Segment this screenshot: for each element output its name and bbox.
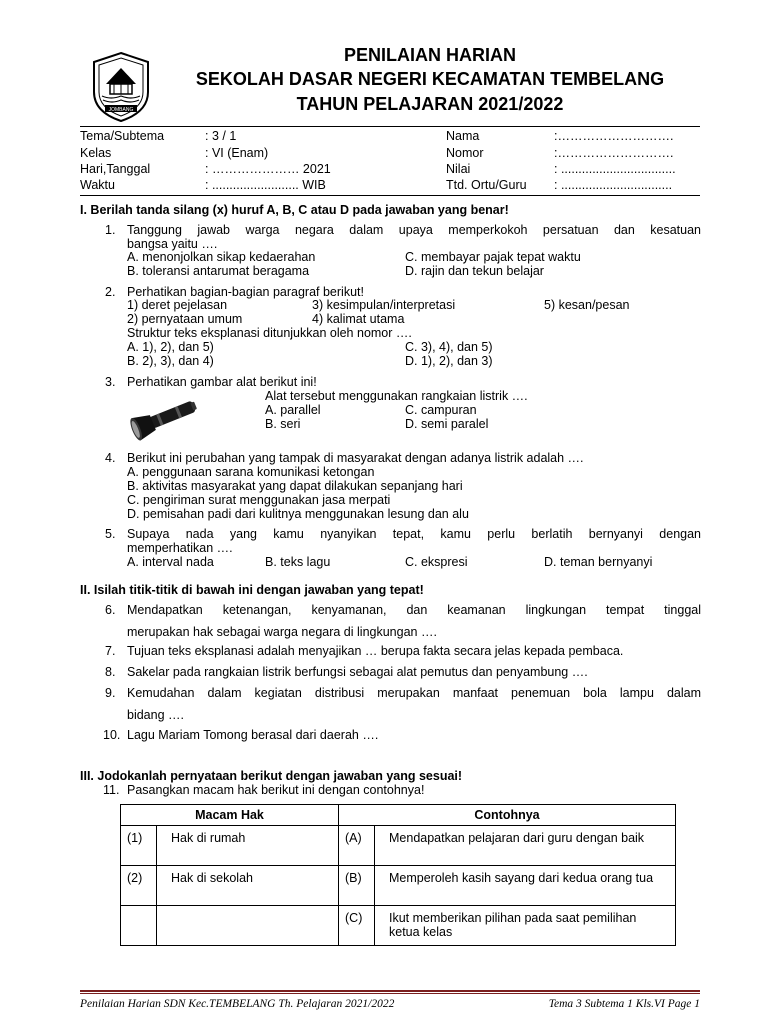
q2-number: 2.	[105, 285, 116, 299]
row-hak: Hak di sekolah	[157, 866, 339, 906]
q1-option-c: C. membayar pajak tepat waktu	[405, 250, 581, 264]
info-value-ttd: : ................................	[554, 178, 673, 192]
q5-text: Supaya nada yang kamu nyanyikan tepat, kamu perlu berlatih bernyanyi dengan	[127, 527, 701, 541]
row-hak: Hak di rumah	[157, 826, 339, 866]
q2-item-1: 1) deret pejelasan	[127, 298, 228, 312]
q7-text: Tujuan teks eksplanasi adalah menyajikan … berupa fakta secara jelas kepada pembaca.	[127, 644, 624, 658]
section2-heading: II. Isilah titik-titik di bawah ini dengan jawaban yang tepat!	[80, 583, 424, 597]
row-hak	[157, 906, 339, 946]
q2-option-a: A. 1), 2), dan 5)	[127, 340, 214, 354]
title-line3: TAHUN PELAJARAN 2021/2022	[296, 94, 564, 114]
info-label-nama: Nama	[446, 129, 480, 143]
footer-rule-thin	[80, 993, 700, 994]
info-label-nilai: Nilai	[446, 162, 471, 176]
footer-rule-thick	[80, 990, 700, 992]
q5-text-cont: memperhatikan ….	[127, 541, 233, 555]
table-row	[121, 906, 676, 946]
q2-option-c: C. 3), 4), dan 5)	[405, 340, 493, 354]
flashlight-image	[128, 392, 200, 444]
row-key: (C)	[339, 906, 375, 946]
q2-text: Perhatikan bagian-bagian paragraf berikut!	[127, 285, 364, 299]
q9-text: Kemudahan dalam kegiatan distribusi merupakan manfaat penemuan bola lampu dalam	[127, 686, 701, 700]
q3-option-a: A. parallel	[265, 403, 321, 417]
q6-text-cont: merupakan hak sebagai warga negara di lingkungan ….	[127, 625, 437, 639]
q1-text: Tanggung jawab warga negara dalam upaya memperkokoh persatuan dan kesatuan	[127, 223, 701, 237]
q2-option-b: B. 2), 3), dan 4)	[127, 354, 214, 368]
info-value-nilai: : .................................	[554, 162, 676, 176]
matching-table	[120, 804, 676, 946]
q9-text-cont: bidang ….	[127, 708, 184, 722]
school-logo	[86, 50, 156, 124]
info-label-ttd: Ttd. Ortu/Guru	[446, 178, 527, 192]
q2-option-d: D. 1), 2), dan 3)	[405, 354, 493, 368]
info-value-nama: :……………………….	[554, 129, 674, 143]
table-row	[121, 866, 676, 906]
q4-number: 4.	[105, 451, 116, 465]
q3-number: 3.	[105, 375, 116, 389]
table-header-contohnya: Contohnya	[339, 805, 676, 826]
q4-option-c: C. pengiriman surat menggunakan jasa merpati	[127, 493, 391, 507]
row-number: (1)	[121, 826, 157, 866]
q2-item-3: 3) kesimpulan/interpretasi	[312, 298, 456, 312]
q10-number: 10.	[103, 728, 121, 742]
info-label-kelas: Kelas	[80, 146, 112, 160]
q7-number: 7.	[105, 644, 116, 658]
row-contoh: Mendapatkan pelajaran dari guru dengan baik	[375, 826, 676, 866]
q8-number: 8.	[105, 665, 116, 679]
q4-option-a: A. penggunaan sarana komunikasi ketongan	[127, 465, 375, 479]
q4-option-b: B. aktivitas masyarakat yang dapat dilakukan sepanjang hari	[127, 479, 463, 493]
info-label-nomor: Nomor	[446, 146, 484, 160]
row-number: (2)	[121, 866, 157, 906]
header-rule	[80, 126, 700, 127]
info-label-tema: Tema/Subtema	[80, 129, 165, 143]
title-line2: SEKOLAH DASAR NEGERI KECAMATAN TEMBELANG	[195, 69, 665, 89]
row-number	[121, 906, 157, 946]
q2-question: Struktur teks eksplanasi ditunjukkan oleh nomor ….	[127, 326, 412, 340]
info-value-waktu: : ......................... WIB	[205, 178, 326, 192]
section3-heading: III. Jodokanlah pernyataan berikut dengan jawaban yang sesuai!	[80, 769, 463, 783]
q1-option-a: A. menonjolkan sikap kedaerahan	[127, 250, 316, 264]
section1-heading: I. Berilah tanda silang (x) huruf A, B, C atau D pada jawaban yang benar!	[80, 203, 509, 217]
q5-option-a: A. interval nada	[127, 555, 214, 569]
info-value-tanggal: : ………………… 2021	[205, 162, 331, 176]
q11-number: 11.	[103, 783, 120, 797]
q3-text: Perhatikan gambar alat berikut ini!	[127, 375, 317, 389]
q4-option-d: D. pemisahan padi dari kulitnya menggunakan lesung dan alu	[127, 507, 469, 521]
q5-number: 5.	[105, 527, 116, 541]
q2-item-5: 5) kesan/pesan	[544, 298, 630, 312]
q3-question: Alat tersebut menggunakan rangkaian listrik ….	[265, 389, 528, 403]
title-line1: PENILAIAN HARIAN	[343, 45, 516, 65]
q10-text: Lagu Mariam Tomong berasal dari daerah ….	[127, 728, 379, 742]
row-contoh: Memperoleh kasih sayang dari kedua orang tua	[375, 866, 676, 906]
q4-text: Berikut ini perubahan yang tampak di masyarakat dengan adanya listrik adalah ….	[127, 451, 584, 465]
q6-text: Mendapatkan ketenangan, kenyamanan, dan keamanan lingkungan tempat tinggal	[127, 603, 701, 617]
q8-text: Sakelar pada rangkaian listrik berfungsi sebagai alat pemutus dan penyambung ….	[127, 665, 588, 679]
footer-right: Tema 3 Subtema 1 Kls.VI Page 1	[548, 998, 700, 1010]
q6-number: 6.	[105, 603, 116, 617]
row-key: (B)	[339, 866, 375, 906]
q5-option-c: C. ekspresi	[405, 555, 468, 569]
info-value-tema: : 3 / 1	[205, 129, 237, 143]
q5-option-d: D. teman bernyanyi	[544, 555, 653, 569]
info-label-tanggal: Hari,Tanggal	[80, 162, 151, 176]
q1-option-d: D. rajin dan tekun belajar	[405, 264, 544, 278]
q1-text-cont: bangsa yaitu ….	[127, 237, 218, 251]
info-rule	[80, 195, 700, 196]
q11-text: Pasangkan macam hak berikut ini dengan contohnya!	[127, 783, 425, 797]
q3-option-d: D. semi paralel	[405, 417, 489, 431]
q9-number: 9.	[105, 686, 116, 700]
q1-option-b: B. toleransi antarumat beragama	[127, 264, 310, 278]
footer-left: Penilaian Harian SDN Kec.TEMBELANG Th. Pelajaran 2021/2022	[80, 998, 395, 1010]
table-header-row	[121, 805, 676, 826]
info-value-nomor: :……………………….	[554, 146, 674, 160]
q3-option-b: B. seri	[265, 417, 301, 431]
q1-number: 1.	[105, 223, 116, 237]
q3-option-c: C. campuran	[405, 403, 477, 417]
info-label-waktu: Waktu	[80, 178, 115, 192]
table-header-macam-hak: Macam Hak	[121, 805, 339, 826]
row-contoh: Ikut memberikan pilihan pada saat pemilihan ketua kelas	[375, 906, 676, 946]
row-key: (A)	[339, 826, 375, 866]
q2-item-2: 2) pernyataan umum	[127, 312, 243, 326]
table-row	[121, 826, 676, 866]
info-value-kelas: : VI (Enam)	[205, 146, 269, 160]
q5-option-b: B. teks lagu	[265, 555, 331, 569]
logo-text: JOMBANG	[108, 107, 134, 113]
q2-item-4: 4) kalimat utama	[312, 312, 405, 326]
